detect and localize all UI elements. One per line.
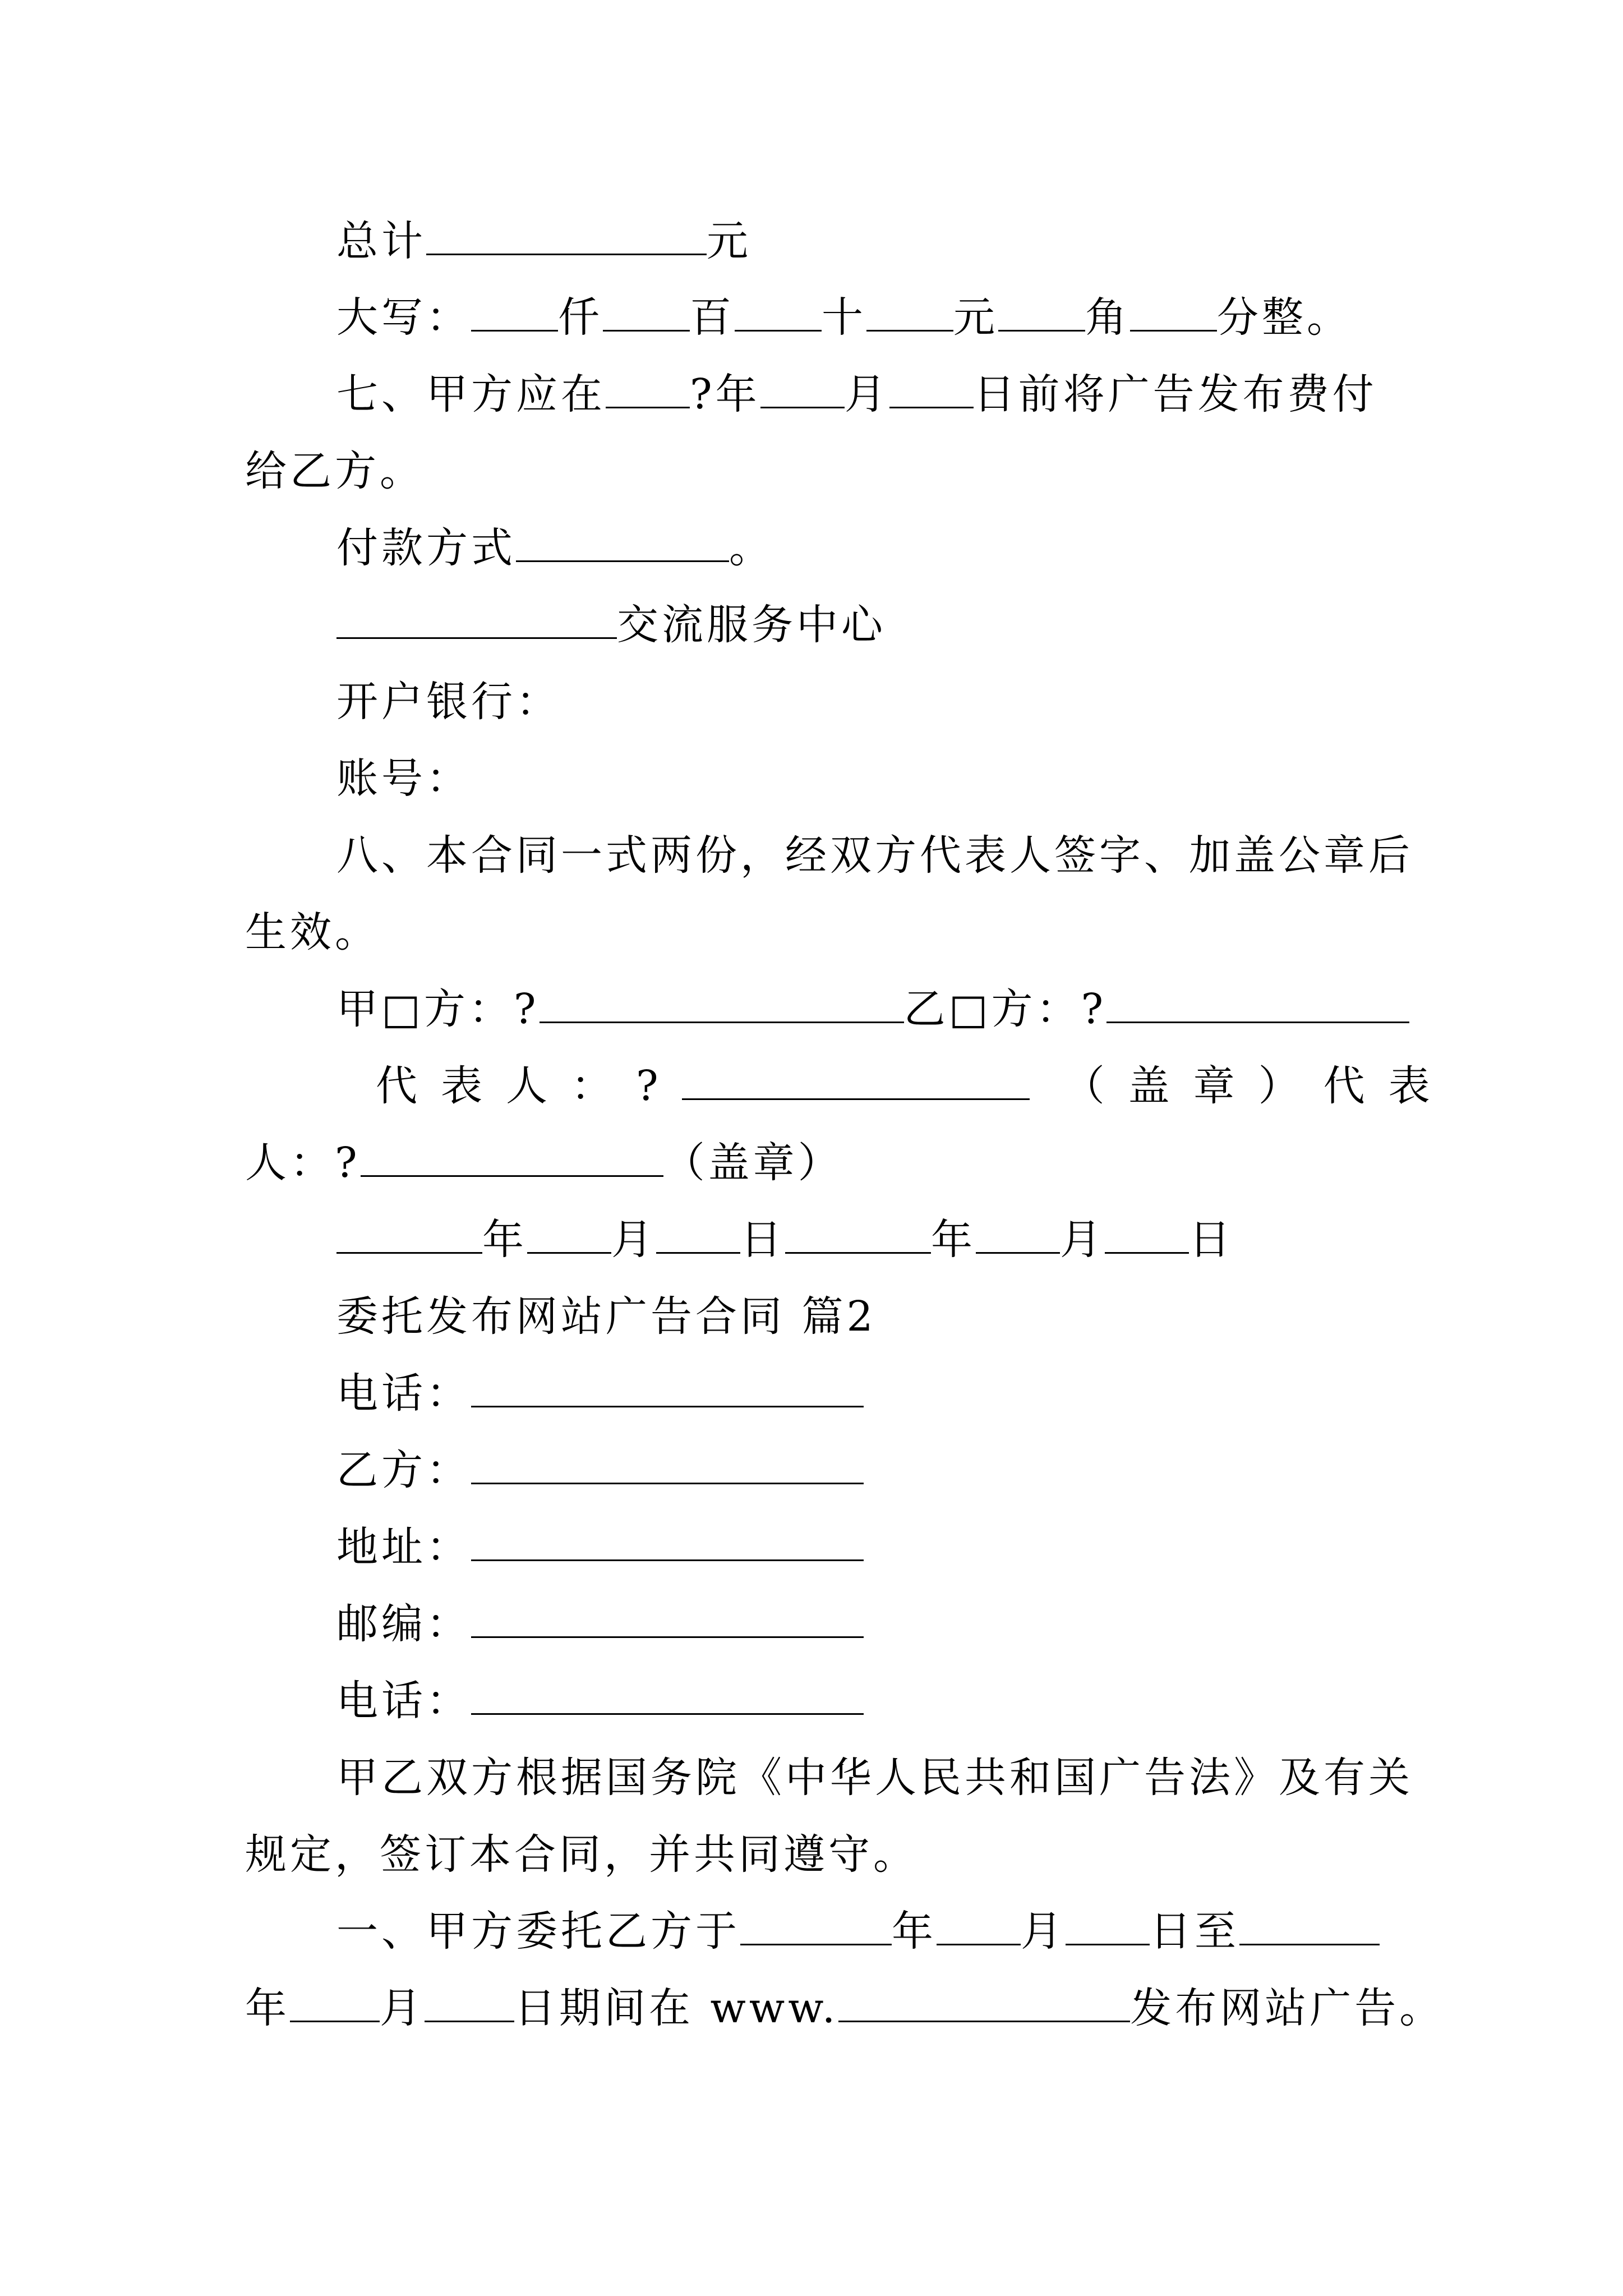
- intro-line-1: [336, 1747, 1413, 1809]
- party-b-info-label: 乙方：: [336, 1446, 471, 1494]
- party-signature-line: [336, 978, 1409, 1040]
- representative-b-label: 人：?: [245, 1139, 361, 1187]
- phone-blank-1[interactable]: [471, 1366, 864, 1407]
- p1-year-1: 年: [892, 1907, 937, 1955]
- clause-7-line-1: [336, 364, 1377, 425]
- clause-1-text-d: 发布网站广告。: [1130, 1984, 1445, 2032]
- phone-blank-2[interactable]: [471, 1674, 864, 1715]
- date-a-year-blank[interactable]: [336, 1213, 482, 1254]
- total-blank[interactable]: [426, 214, 707, 255]
- clause-7-text-a: 七、甲方应在: [336, 370, 606, 418]
- bank-line: [336, 671, 561, 733]
- party-b-info-line: [336, 1439, 864, 1501]
- intro-text-b: 规定，签订本合同，并共同遵守。: [245, 1830, 918, 1879]
- unit-jiao: 角: [1085, 293, 1130, 342]
- clause-7-line-2: [245, 440, 425, 502]
- representative-line-2: [245, 1132, 843, 1194]
- unit-yuan: 元: [953, 293, 998, 342]
- payment-line: [336, 517, 774, 579]
- total-line: [336, 210, 751, 272]
- clause-8-text-a: 八、本合同一式两份，经双方代表人签字、加盖公章后: [336, 831, 1413, 880]
- unit-shi: 十: [822, 293, 866, 342]
- p1-day-to: 日至: [1150, 1907, 1239, 1955]
- party-a-label: 甲□方：?: [336, 985, 540, 1033]
- unit-bai: 百: [690, 293, 735, 342]
- phone-line-1: [336, 1363, 864, 1424]
- date-b-year: 年: [931, 1216, 976, 1264]
- clause-8-line-1: [336, 825, 1413, 886]
- total-label: 总计: [336, 217, 426, 265]
- representative-b-blank[interactable]: [361, 1136, 663, 1177]
- date-b-day-blank[interactable]: [1105, 1213, 1189, 1254]
- payment-label: 付款方式: [336, 524, 516, 572]
- daxie-label: 大写：: [336, 293, 471, 342]
- intro-line-2: [245, 1824, 918, 1885]
- party-b-label: 乙□方：?: [903, 985, 1107, 1033]
- date-b-month-blank[interactable]: [976, 1213, 1060, 1254]
- representative-a-label: 代表人：?: [376, 1062, 682, 1110]
- p7-blank-3[interactable]: [889, 367, 974, 408]
- bai-blank[interactable]: [603, 291, 690, 332]
- date-a-day-blank[interactable]: [656, 1213, 740, 1254]
- p7-blank-1[interactable]: [606, 367, 690, 408]
- yuan-blank[interactable]: [866, 291, 953, 332]
- account-label: 账号：: [336, 754, 471, 803]
- date-line: [336, 1209, 1234, 1271]
- party-b-info-blank[interactable]: [471, 1443, 864, 1484]
- payment-blank[interactable]: [516, 521, 729, 562]
- shi-blank[interactable]: [735, 291, 822, 332]
- section-title-text: 委托发布网站广告合同 篇2: [336, 1292, 877, 1341]
- clause-7-text-c: 给乙方。: [245, 447, 425, 495]
- center-label: 交流服务中心: [617, 601, 886, 649]
- clause-1-line-2: [245, 1977, 1444, 2039]
- unit-fen: 分整。: [1217, 293, 1352, 342]
- date-a-month-blank[interactable]: [527, 1213, 611, 1254]
- account-line: [336, 748, 471, 809]
- p1-day-blank-1[interactable]: [1066, 1904, 1150, 1945]
- clause-7-year: ?年: [690, 370, 760, 418]
- address-line: [336, 1516, 864, 1578]
- postcode-blank[interactable]: [471, 1597, 864, 1638]
- p1-month-blank-2[interactable]: [290, 1981, 380, 2022]
- phone-line-2: [336, 1670, 864, 1732]
- representative-line-1: [376, 1055, 1454, 1117]
- p1-year-blank-1[interactable]: [740, 1904, 892, 1945]
- jiao-blank[interactable]: [998, 291, 1085, 332]
- representative-a-blank[interactable]: [682, 1059, 1030, 1100]
- clause-7-text-b: 日前将广告发布费付: [973, 370, 1377, 418]
- date-a-month: 月: [611, 1216, 656, 1264]
- fen-blank[interactable]: [1130, 291, 1217, 332]
- payment-end: 。: [729, 524, 774, 572]
- party-b-blank[interactable]: [1106, 982, 1409, 1023]
- p1-month-blank-1[interactable]: [937, 1904, 1021, 1945]
- total-unit: 元: [707, 217, 751, 265]
- clause-8-text-b: 生效。: [245, 908, 380, 956]
- clause-1-line-1: [336, 1901, 1380, 1962]
- p1-day-blank-2[interactable]: [425, 1981, 514, 2022]
- clause-7-month: 月: [844, 370, 889, 418]
- date-b-year-blank[interactable]: [785, 1213, 931, 1254]
- clause-1-text-c: 日期间在 www.: [514, 1984, 839, 2032]
- postcode-label: 邮编：: [336, 1600, 471, 1648]
- p1-month-2: 月: [380, 1984, 425, 2032]
- website-blank[interactable]: [838, 1981, 1130, 2022]
- center-line: [336, 594, 886, 656]
- unit-qian: 仟: [558, 293, 603, 342]
- p7-blank-2[interactable]: [760, 367, 845, 408]
- date-b-month: 月: [1060, 1216, 1105, 1264]
- date-a-year: 年: [482, 1216, 527, 1264]
- p1-month-1: 月: [1021, 1907, 1066, 1955]
- p1-year-2: 年: [245, 1984, 290, 2032]
- intro-text-a: 甲乙双方根据国务院《中华人民共和国广告法》及有关: [336, 1754, 1413, 1802]
- daxie-line: [336, 287, 1352, 348]
- phone-label-1: 电话：: [336, 1369, 471, 1418]
- seal-b-label: （盖章）: [663, 1139, 843, 1187]
- bank-label: 开户银行：: [336, 678, 561, 726]
- clause-1-text-a: 一、甲方委托乙方于: [336, 1907, 740, 1955]
- postcode-line: [336, 1593, 864, 1655]
- phone-label-2: 电话：: [336, 1677, 471, 1725]
- center-blank[interactable]: [336, 598, 617, 639]
- address-label: 地址：: [336, 1523, 471, 1571]
- party-a-blank[interactable]: [540, 982, 904, 1023]
- clause-8-line-2: [245, 901, 380, 963]
- seal-and-representative: （盖章）代表: [1063, 1062, 1454, 1110]
- section-title: [336, 1286, 877, 1347]
- qian-blank[interactable]: [471, 291, 558, 332]
- address-blank[interactable]: [471, 1520, 864, 1561]
- p1-year-blank-2[interactable]: [1239, 1904, 1380, 1945]
- date-b-day: 日: [1189, 1216, 1234, 1264]
- date-a-day: 日: [740, 1216, 785, 1264]
